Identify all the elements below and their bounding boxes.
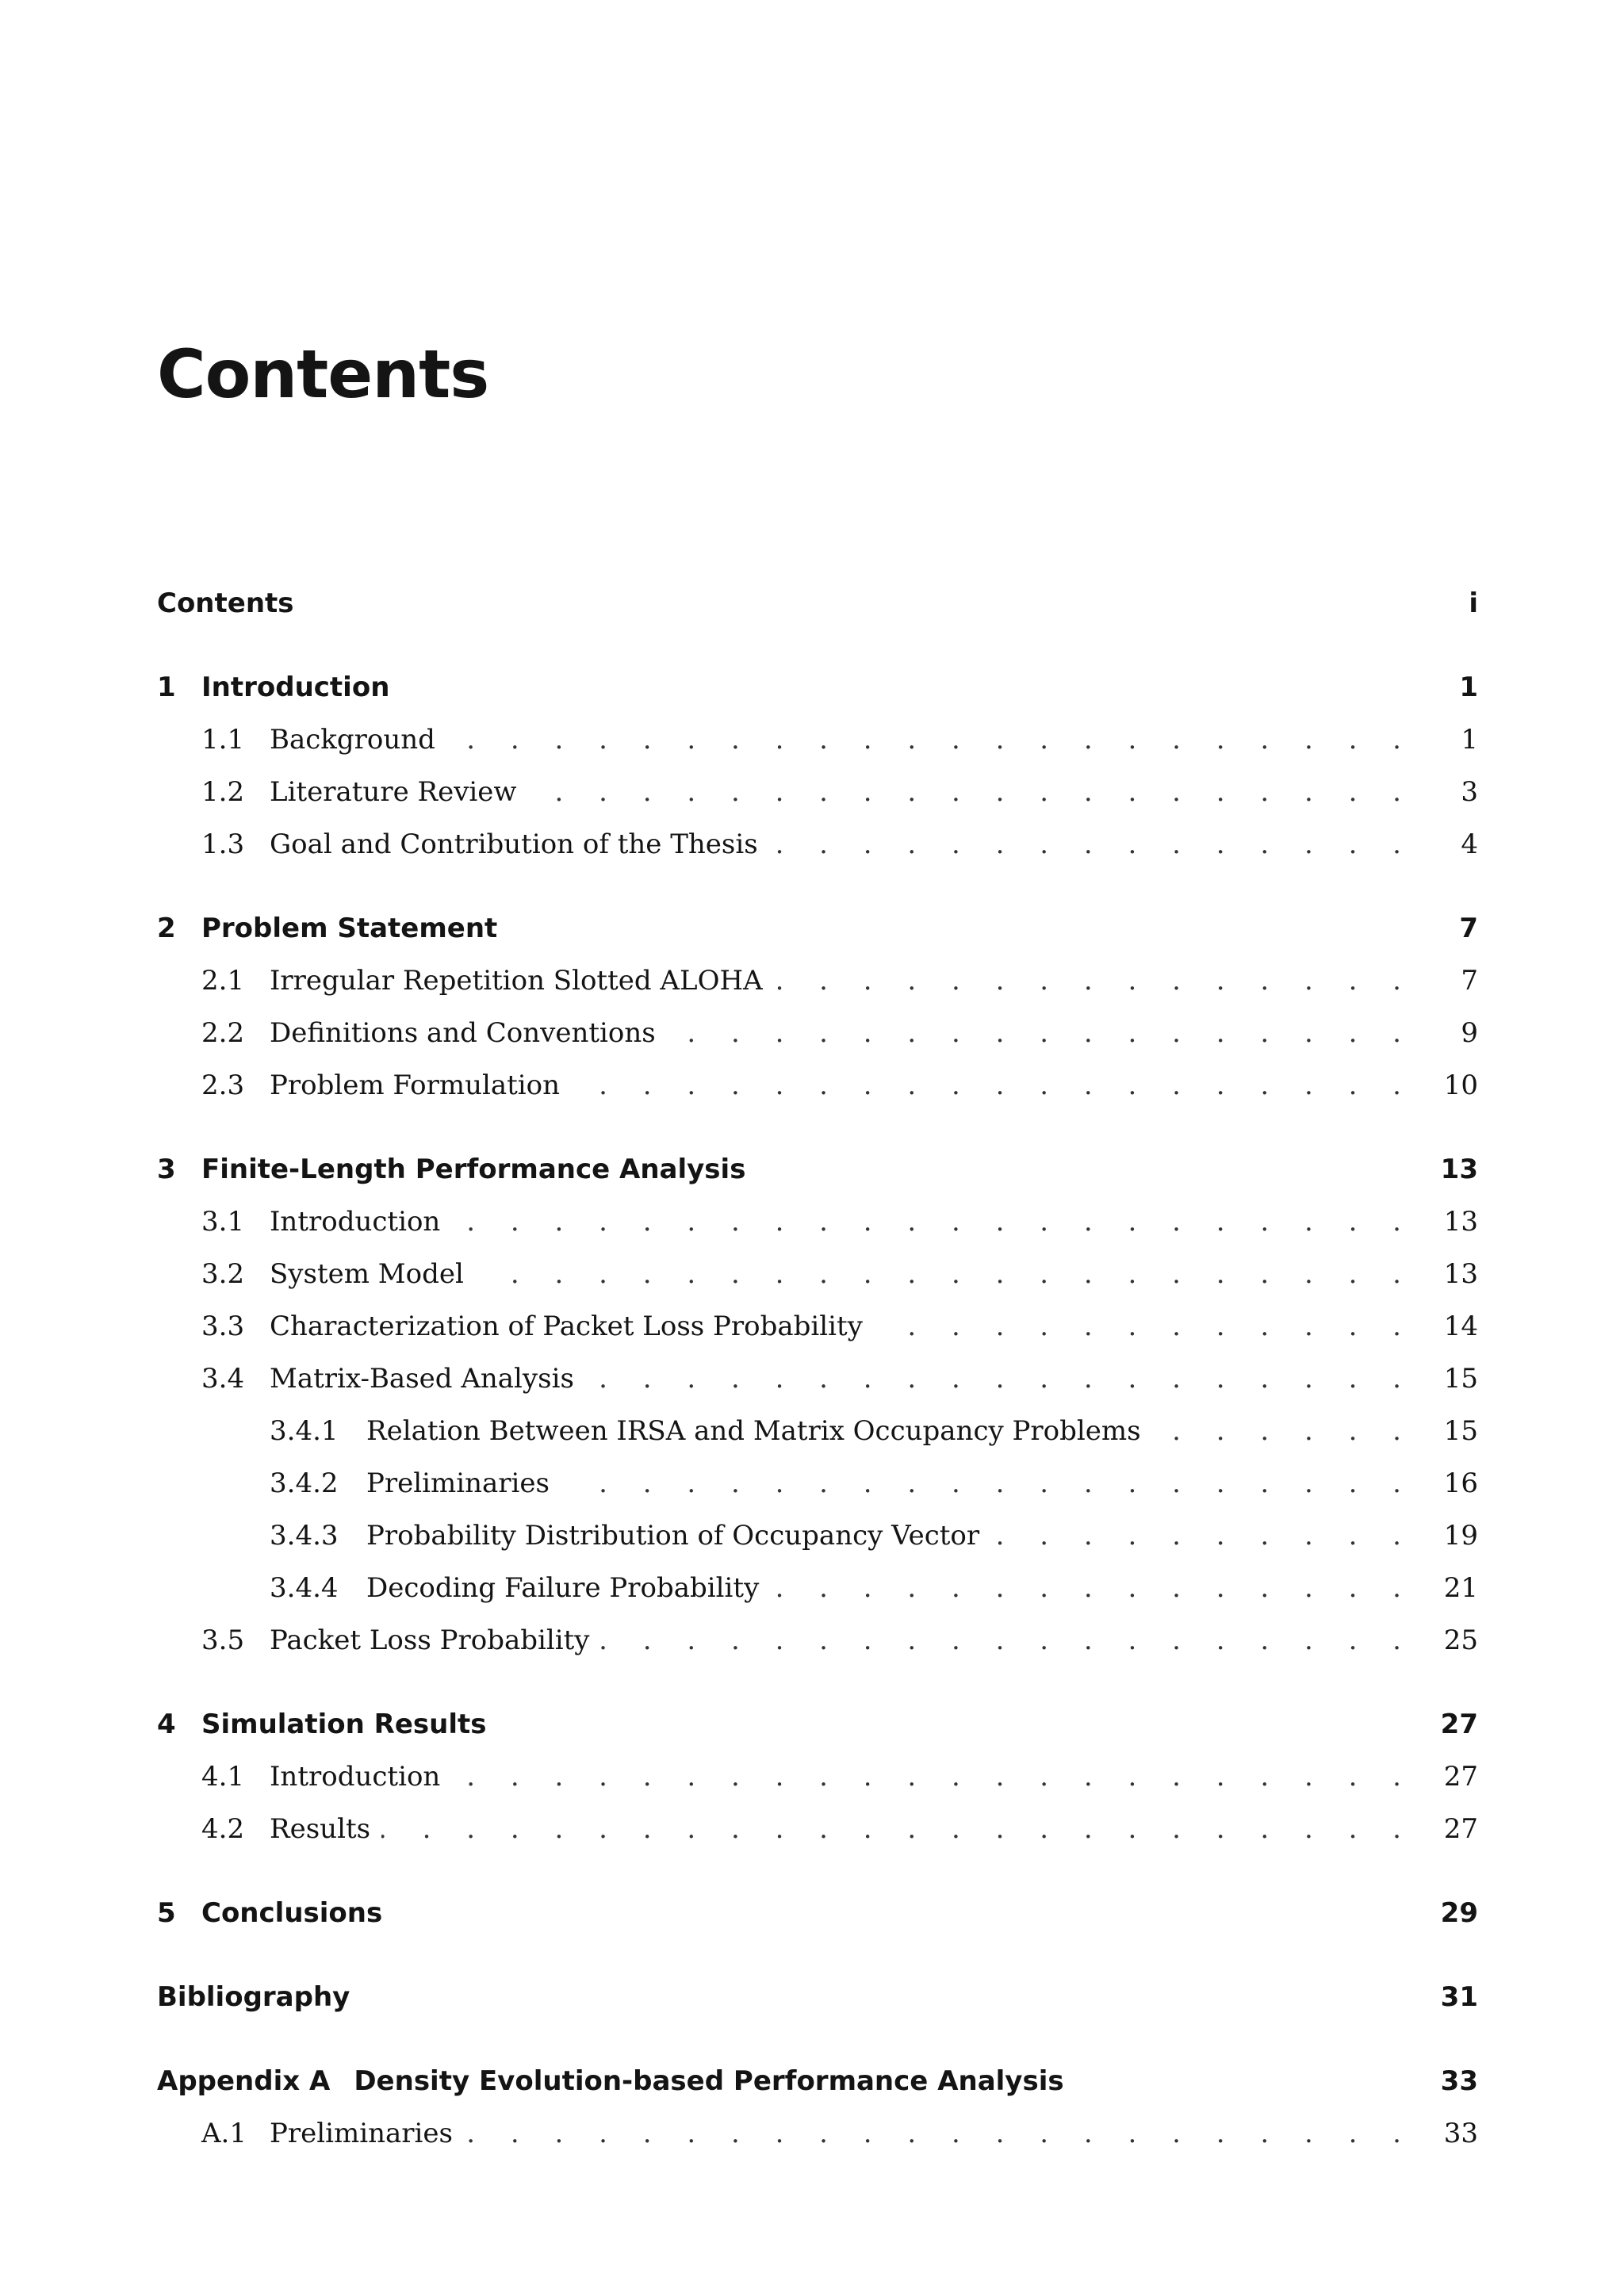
toc-section-3-1[interactable] — [157, 1196, 1478, 1248]
toc-subsection-3-4-3[interactable] — [157, 1510, 1478, 1562]
toc-page: 7 — [1459, 913, 1478, 944]
toc-section-1-1[interactable] — [157, 714, 1478, 766]
toc-page: 21 — [1443, 1572, 1478, 1604]
toc-page: 4 — [1461, 828, 1478, 860]
toc-page: 1 — [1461, 724, 1478, 756]
dot-leader — [464, 2118, 1415, 2149]
toc-num: 3.4 — [201, 1363, 245, 1395]
toc-num: 3.4.3 — [270, 1520, 339, 1552]
toc-section-1-3[interactable] — [157, 818, 1478, 871]
toc-page: 1 — [1459, 672, 1478, 703]
toc-page: 29 — [1440, 1897, 1478, 1929]
dot-leader — [585, 1363, 1415, 1395]
toc-num: 5 — [157, 1897, 176, 1929]
toc-title: Literature Review — [270, 776, 517, 808]
toc-title: Decoding Failure Probability — [366, 1572, 760, 1604]
dot-leader — [774, 965, 1415, 997]
toc-title: Contents — [157, 587, 294, 619]
toc-num: 3.3 — [201, 1311, 245, 1342]
dot-leader — [770, 1572, 1415, 1604]
toc-chapter-1[interactable] — [157, 661, 1478, 714]
toc-title: Finite-Length Performance Analysis — [201, 1154, 746, 1185]
toc-page: 33 — [1443, 2118, 1478, 2149]
toc-num: 1.2 — [201, 776, 245, 808]
dot-leader — [475, 1258, 1415, 1290]
dot-leader — [1152, 1415, 1415, 1447]
toc-title: Characterization of Packet Loss Probability — [270, 1311, 863, 1342]
toc-title: Results — [270, 1813, 371, 1845]
toc-chapter-5[interactable] — [157, 1887, 1478, 1939]
toc-title: Definitions and Conventions — [270, 1017, 656, 1049]
toc-num: 3.5 — [201, 1624, 245, 1656]
toc-title: Introduction — [270, 1761, 441, 1793]
toc-title: System Model — [270, 1258, 464, 1290]
toc-appendix-a[interactable] — [157, 2055, 1478, 2107]
toc-section-3-3[interactable] — [157, 1300, 1478, 1353]
toc-title: Packet Loss Probability — [270, 1624, 590, 1656]
toc-page: 14 — [1443, 1311, 1478, 1342]
toc-section-4-1[interactable] — [157, 1751, 1478, 1803]
toc-num: 3.4.1 — [270, 1415, 339, 1447]
toc-title: Preliminaries — [366, 1468, 550, 1499]
toc-page: 25 — [1443, 1624, 1478, 1656]
toc-page: 31 — [1440, 1981, 1478, 2013]
toc-num: 3 — [157, 1154, 176, 1185]
toc-num: 3.4.2 — [270, 1468, 339, 1499]
toc-num: 3.4.4 — [270, 1572, 339, 1604]
toc-section-2-2[interactable] — [157, 1007, 1478, 1059]
toc-page: 16 — [1443, 1468, 1478, 1499]
toc-subsection-3-4-2[interactable] — [157, 1457, 1478, 1510]
toc-section-2-3[interactable] — [157, 1059, 1478, 1112]
toc-num: 4 — [157, 1709, 176, 1740]
toc-page: 15 — [1443, 1363, 1478, 1395]
dot-leader — [667, 1017, 1415, 1049]
toc-page: 9 — [1461, 1017, 1478, 1049]
toc-page: 13 — [1443, 1206, 1478, 1238]
toc-title: Conclusions — [201, 1897, 383, 1929]
toc-num: 3.2 — [201, 1258, 245, 1290]
toc-num: 4.2 — [201, 1813, 245, 1845]
toc-section-2-1[interactable] — [157, 955, 1478, 1007]
toc-page: i — [1469, 587, 1478, 619]
toc-page: 3 — [1461, 776, 1478, 808]
toc-chapter-3[interactable] — [157, 1143, 1478, 1196]
toc-page: 27 — [1443, 1761, 1478, 1793]
toc-page: 13 — [1443, 1258, 1478, 1290]
toc-num: 2 — [157, 913, 176, 944]
toc-section-a-1[interactable] — [157, 2107, 1478, 2160]
toc-entry-contents[interactable] — [157, 577, 1478, 629]
toc-title: Matrix-Based Analysis — [270, 1363, 574, 1395]
toc-num: 3.1 — [201, 1206, 245, 1238]
toc-page: 19 — [1443, 1520, 1478, 1552]
toc-num: 1 — [157, 672, 176, 703]
dot-leader — [451, 1761, 1415, 1793]
toc-title: Bibliography — [157, 1981, 350, 2013]
toc-title: Problem Formulation — [270, 1070, 561, 1101]
toc-title: Simulation Results — [201, 1709, 487, 1740]
toc-chapter-2[interactable] — [157, 902, 1478, 955]
toc-title: Introduction — [270, 1206, 441, 1238]
toc-page: 7 — [1461, 965, 1478, 997]
toc-title: Relation Between IRSA and Matrix Occupancy Problems — [366, 1415, 1141, 1447]
toc-num: 2.3 — [201, 1070, 245, 1101]
dot-leader — [601, 1624, 1415, 1656]
toc-num: 1.1 — [201, 724, 245, 756]
table-of-contents — [157, 577, 1478, 2160]
toc-title: Background — [270, 724, 435, 756]
toc-subsection-3-4-4[interactable] — [157, 1562, 1478, 1614]
toc-num: Appendix A — [157, 2065, 331, 2097]
dot-leader — [446, 724, 1415, 756]
toc-page: 15 — [1443, 1415, 1478, 1447]
page-title: Contents — [157, 335, 489, 413]
toc-page: 13 — [1440, 1154, 1478, 1185]
dot-leader — [874, 1311, 1415, 1342]
toc-section-3-4[interactable] — [157, 1353, 1478, 1405]
toc-title: Introduction — [201, 672, 390, 703]
toc-num: 2.2 — [201, 1017, 245, 1049]
dot-leader — [561, 1468, 1415, 1499]
toc-num: A.1 — [201, 2118, 247, 2149]
toc-title: Probability Distribution of Occupancy Vector — [366, 1520, 980, 1552]
toc-title: Irregular Repetition Slotted ALOHA — [270, 965, 763, 997]
toc-page: 33 — [1440, 2065, 1478, 2097]
toc-section-1-2[interactable] — [157, 766, 1478, 818]
toc-num: 1.3 — [201, 828, 245, 860]
toc-title: Density Evolution-based Performance Analysis — [354, 2065, 1064, 2097]
toc-section-3-5[interactable] — [157, 1614, 1478, 1667]
toc-num: 2.1 — [201, 965, 245, 997]
toc-title: Goal and Contribution of the Thesis — [270, 828, 758, 860]
toc-section-3-2[interactable] — [157, 1248, 1478, 1300]
dot-leader — [528, 776, 1415, 808]
toc-section-4-2[interactable] — [157, 1803, 1478, 1855]
toc-entry-bibliography[interactable] — [157, 1971, 1478, 2023]
toc-title: Problem Statement — [201, 913, 498, 944]
toc-num: 4.1 — [201, 1761, 245, 1793]
dot-leader — [990, 1520, 1415, 1552]
toc-subsection-3-4-1[interactable] — [157, 1405, 1478, 1457]
toc-page: 27 — [1443, 1813, 1478, 1845]
toc-page: 27 — [1440, 1709, 1478, 1740]
toc-title: Preliminaries — [270, 2118, 453, 2149]
toc-chapter-4[interactable] — [157, 1698, 1478, 1751]
dot-leader — [769, 828, 1415, 860]
dot-leader — [571, 1070, 1415, 1101]
dot-leader — [381, 1813, 1415, 1845]
toc-page: 10 — [1443, 1070, 1478, 1101]
dot-leader — [451, 1206, 1415, 1238]
